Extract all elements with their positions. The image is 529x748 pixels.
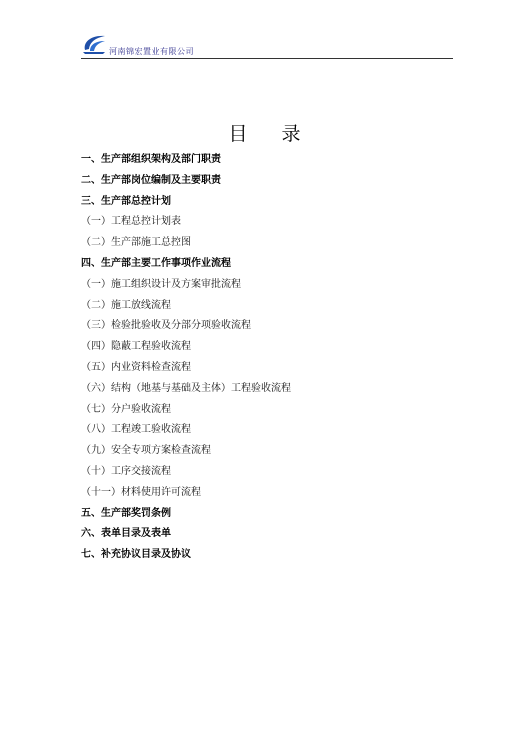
toc-subsection-item: （六）结构（地基与基础及主体）工程验收流程 bbox=[81, 382, 291, 394]
toc-subsection-item: （二）生产部施工总控图 bbox=[81, 237, 191, 249]
toc-section-item: 三、生产部总控计划 bbox=[81, 195, 171, 207]
toc-subsection-item: （七）分户验收流程 bbox=[81, 403, 171, 415]
table-of-contents bbox=[81, 150, 291, 566]
toc-subsection-item: （九）安全专项方案检查流程 bbox=[81, 445, 211, 457]
toc-section-item: 二、生产部岗位编制及主要职责 bbox=[81, 174, 221, 186]
toc-section-item: 一、生产部组织架构及部门职责 bbox=[81, 154, 221, 165]
toc-section-item: 五、生产部奖罚条例 bbox=[81, 507, 171, 519]
toc-subsection-item: （三）检验批验收及分部分项验收流程 bbox=[81, 320, 251, 332]
toc-section-item: 四、生产部主要工作事项作业流程 bbox=[81, 257, 231, 269]
toc-subsection-item: （一）工程总控计划表 bbox=[81, 216, 181, 228]
toc-subsection-item: （十一）材料使用许可流程 bbox=[81, 486, 201, 498]
toc-subsection-item: （五）内业资料检查流程 bbox=[81, 361, 191, 373]
toc-section-item: 七、补充协议目录及协议 bbox=[81, 549, 191, 561]
toc-subsection-item: （四）隐蔽工程验收流程 bbox=[81, 341, 191, 353]
toc-subsection-item: （十）工序交接流程 bbox=[81, 465, 171, 477]
company-logo-icon bbox=[81, 32, 107, 56]
toc-subsection-item: （二）施工放线流程 bbox=[81, 299, 171, 311]
toc-subsection-item: （一）施工组织设计及方案审批流程 bbox=[81, 278, 241, 290]
toc-subsection-item: （八）工程竣工验收流程 bbox=[81, 424, 191, 436]
toc-section-item: 六、表单目录及表单 bbox=[81, 528, 171, 540]
company-name: 河南锦宏置业有限公司 bbox=[109, 47, 194, 56]
header-divider bbox=[81, 58, 453, 59]
page-header bbox=[81, 32, 453, 60]
page-title: 目 录 bbox=[228, 123, 315, 145]
